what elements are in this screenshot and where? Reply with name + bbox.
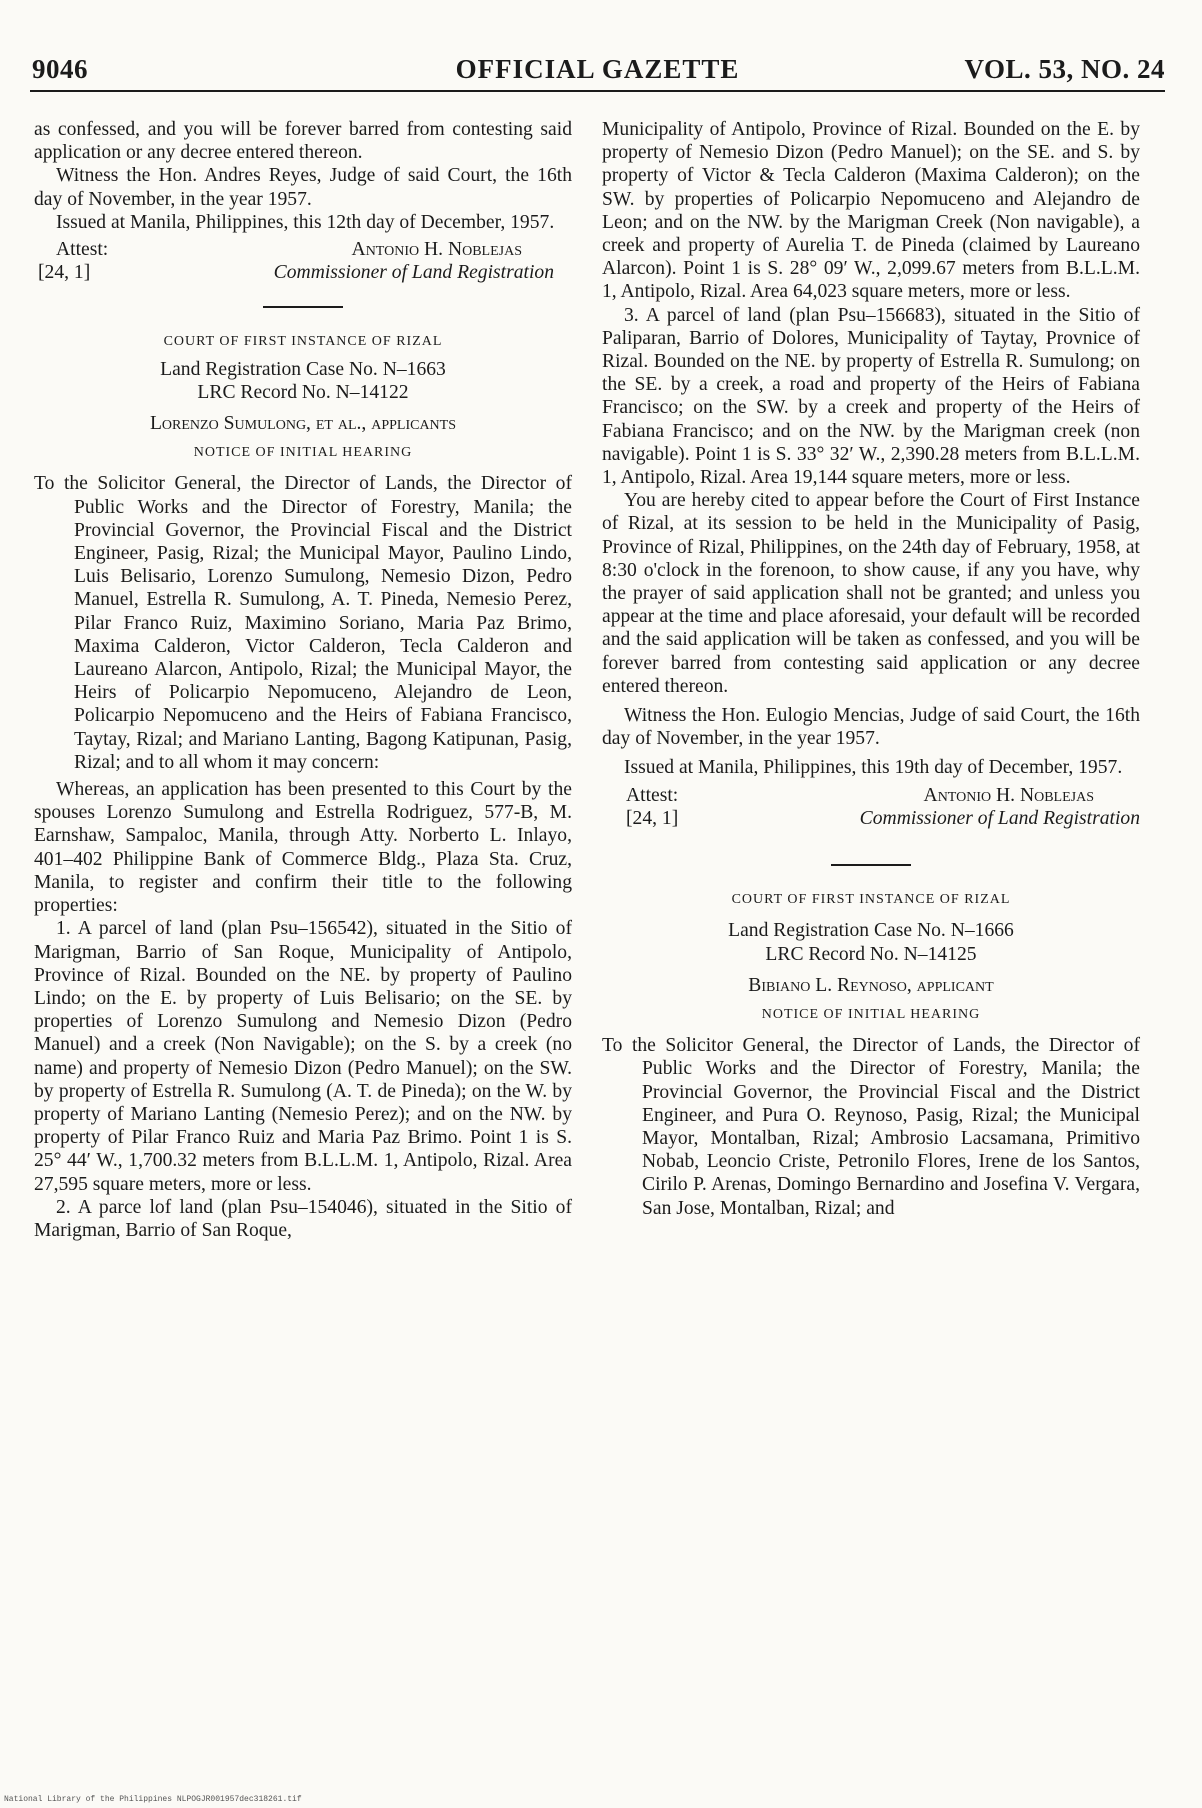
attest-name: Antonio H. Noblejas: [923, 784, 1094, 806]
parcel-two-start: 2. A parce lof land (plan Psu–154046), situated in the Sitio of Marigman, Barrio of San Roque,: [34, 1196, 572, 1241]
reference-number: [24, 1]: [626, 807, 679, 829]
reference-number: [24, 1]: [38, 262, 91, 284]
citation-paragraph: You are hereby cited to appear before the Court of First Instance of Rizal, at its session to be held in the Municipality of Pasig, Province of Rizal, Philippines, on the 24th day of February, 1958, at 8:30 o'clock in the forenoon, to show cause, if any you have, why the prayer of said application shall not be granted; and unless you appear at the time and place aforesaid, your default will be recorded and the said application will be taken as confessed, and you will be forever barred from contesting said application or any decree entered thereon.: [602, 490, 1140, 697]
commissioner-title: Commissioner of Land Registration: [859, 807, 1140, 829]
court-heading: COURT OF FIRST INSTANCE OF RIZAL: [163, 334, 443, 350]
case-number: Land Registration Case No. N–1663: [160, 358, 446, 380]
commissioner-line: [602, 807, 1140, 830]
right-column: [602, 118, 1140, 1220]
applicant-line: Bibiano L. Reynoso, applicant: [748, 974, 994, 996]
parcel-one: 1. A parcel of land (plan Psu–156542), situated in the Sitio of Marigman, Barrio of San Roque, Municipality of Antipolo, Province of Rizal. Bounded on the NE. by property of Paulino Lindo; on the E. by property of Luis Belisario; on the SE. by properties of Lorenzo Sumulong and Nemesio Dizon (Pedro Manuel) and a creek (Non Navigable); on the S. by a creek (no name) and property of Nemesio Dizon (Pedro Manuel); on the SW. by property of Estrella R. Sumulong (A. T. de Pineda); on the W. by property of Mariano Lanting (Nemesio Perez); and on the NW. by property of Pilar Franco Ruiz and Maria Paz Brimo. Point 1 is S. 25° 44′ W., 1,700.32 meters from B.L.L.M. 1, Antipolo, Rizal. Area 27,595 square meters, more or less.: [34, 918, 572, 1195]
attest-label: Attest:: [626, 784, 679, 806]
volume-number: VOL. 53, NO. 24: [964, 54, 1165, 84]
scan-footer: National Library of the Philippines NLPOGJR001957dec318261.tif: [4, 1795, 302, 1804]
addressees-paragraph: To the Solicitor General, the Director of Lands, the Director of Public Works and the Director of Forestry, Manila; the Provincial Governor, the Provincial Fiscal and the District Engineer, Pasig, Rizal; the Municipal Mayor, Paulino Lindo, Luis Belisario, Lorenzo Sumulong, Nemesio Dizon, Pedro Manuel, Estrella R. Sumulong, A. T. Pineda, Nemesio Perez, Pilar Franco Ruiz, Maximino Soriano, Maria Paz Brimo, Maxima Calderon, Victor Calderon, Tecla Calderon and Laureano Alarcon, Antipolo, Rizal; the Municipal Mayor, the Heirs of Policarpio Nepomuceno, Alejandro de Leon, Policarpio Nepomuceno and the Heirs of Fabiana Francisco, Taytay, Rizal; and Mariano Lanting, Bagong Katipunan, Pasig, Rizal; and to all whom it may concern:: [34, 473, 572, 773]
notice-title: NOTICE OF INITIAL HEARING: [193, 445, 413, 461]
publication-title: OFFICIAL GAZETTE: [455, 54, 740, 84]
commissioner-title: Commissioner of Land Registration: [273, 262, 554, 284]
page-header: [30, 50, 1165, 92]
page-number: 9046: [32, 54, 88, 84]
commissioner-line: [34, 261, 572, 284]
record-number: LRC Record No. N–14125: [765, 943, 977, 965]
continued-paragraph: as confessed, and you will be forever barred from contesting said application or any decree entered thereon.: [34, 119, 572, 164]
attest-line: [602, 784, 1140, 807]
attest-line: [34, 238, 572, 261]
section-divider: [831, 864, 911, 866]
applicant-line: Lorenzo Sumulong, et al., applicants: [149, 413, 457, 435]
parcel-three: 3. A parcel of land (plan Psu–156683), situated in the Sitio of Paliparan, Barrio of Dolores, Municipality of Taytay, Provnice of Rizal. Bounded on the NE. by property of Estrella R. Sumulong; on the SE. by a creek, a road and property of the Heirs of Fabiana Francisco; on the SW. by a creek and property of the Heirs of Fabiana Francisco; and on the NW. by the Marigman creek (non navigable). Point 1 is S. 33° 32′ W., 2,390.28 meters from B.L.L.M. 1, Antipolo, Rizal. Area 19,144 square meters, more or less.: [602, 304, 1140, 489]
issued-paragraph: Issued at Manila, Philippines, this 12th day of December, 1957.: [56, 211, 555, 233]
issued-paragraph: Issued at Manila, Philippines, this 19th day of December, 1957.: [624, 757, 1123, 779]
parcel-two-continued: Municipality of Antipolo, Province of Rizal. Bounded on the E. by property of Nemesio Dizon (Pedro Manuel); on the SE. and S. by property of Victor & Tecla Calderon (Maxima Calderon); on the SW. by properties of Policarpio Nepomuceno and Alejandro de Leon; and on the NW. by the Marigman Creek (Non navigable), a creek and property of Aurelia T. de Pineda (claimed by Laureano Alarcon). Point 1 is S. 28° 09′ W., 2,099.67 meters from B.L.L.M. 1, Antipolo, Rizal. Area 64,023 square meters, more or less.: [602, 119, 1140, 303]
attest-name: Antonio H. Noblejas: [351, 239, 522, 261]
whereas-paragraph: Whereas, an application has been presented to this Court by the spouses Lorenzo Sumulong and Estrella Rodriguez, 577-B, M. Earnshaw, Sampaloc, Manila, through Atty. Norberto L. Inlayo, 401–402 Philippine Bank of Commerce Bldg., Plaza Sta. Cruz, Manila, to register and confirm their title to the following properties:: [34, 779, 572, 917]
notice-title: NOTICE OF INITIAL HEARING: [761, 1006, 981, 1022]
attest-label: Attest:: [56, 239, 109, 261]
section-divider: [263, 306, 343, 308]
addressees-paragraph: To the Solicitor General, the Director of Lands, the Director of Public Works and the Director of Forestry, Manila; the Provincial Governor, the Provincial Fiscal and the District Engineer, and Pura O. Reynoso, Pasig, Rizal; the Municipal Mayor, Montalban, Rizal; Ambrosio Lacsamana, Primitivo Nobab, Leoncio Criste, Petronilo Flores, Irene de los Santos, Cirilo P. Arenas, Domingo Bernardino and Josefina V. Vergara, San Jose, Montalban, Rizal; and: [602, 1035, 1140, 1219]
witness-paragraph: Witness the Hon. Andres Reyes, Judge of said Court, the 16th day of November, in the year 1957.: [34, 165, 572, 210]
left-column: [34, 118, 572, 1242]
witness-paragraph: Witness the Hon. Eulogio Mencias, Judge of said Court, the 16th day of November, in the year 1957.: [602, 705, 1140, 750]
case-number: Land Registration Case No. N–1666: [728, 920, 1014, 942]
record-number: LRC Record No. N–14122: [197, 381, 409, 403]
court-heading: COURT OF FIRST INSTANCE OF RIZAL: [731, 892, 1011, 908]
